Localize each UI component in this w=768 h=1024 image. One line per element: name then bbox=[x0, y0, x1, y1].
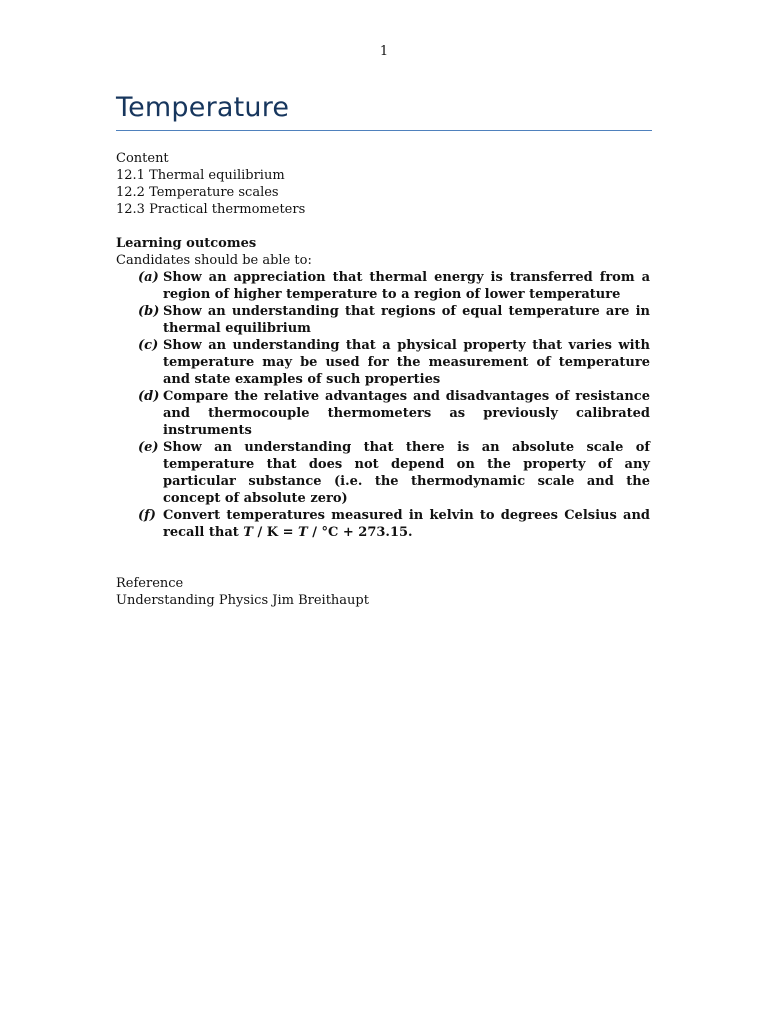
content-item-3: 12.3 Practical thermometers bbox=[116, 202, 306, 217]
list-marker: (f) bbox=[138, 508, 156, 523]
formula-end: / °C + 273.15. bbox=[307, 525, 413, 540]
spacer bbox=[116, 218, 652, 235]
list-item-text: Show an understanding that there is an absolute scale of temperature that does not depend on the property of any particular substance (i.e. the thermodynamic scale and the concept of absolute zero) bbox=[163, 440, 650, 506]
list-item bbox=[116, 439, 652, 507]
learning-outcomes-intro: Candidates should be able to: bbox=[116, 253, 312, 268]
list-item bbox=[116, 337, 652, 388]
temperature-symbol-celsius: T bbox=[298, 525, 308, 540]
list-marker: (b) bbox=[138, 304, 160, 319]
content-heading: Content bbox=[116, 151, 169, 166]
learning-outcomes-list bbox=[116, 269, 652, 541]
list-item bbox=[116, 303, 652, 337]
list-item-text: Show an understanding that regions of equal temperature are in thermal equilibrium bbox=[163, 304, 650, 336]
content-section bbox=[116, 150, 652, 218]
list-item bbox=[116, 388, 652, 439]
formula-middle: / K = bbox=[252, 525, 299, 540]
text-before-formula: Convert temperatures measured in kelvin to degrees Celsius and recall that bbox=[163, 508, 650, 540]
document-body bbox=[116, 150, 652, 609]
page-title: Temperature bbox=[116, 92, 290, 123]
learning-outcomes-section bbox=[116, 235, 652, 541]
list-item-text: Show an understanding that a physical property that varies with temperature may be used for the measurement of temperature and state examples of such properties bbox=[163, 338, 650, 387]
reference-heading: Reference bbox=[116, 576, 184, 591]
content-item-2: 12.2 Temperature scales bbox=[116, 185, 279, 200]
list-marker: (d) bbox=[138, 389, 160, 404]
list-item-text bbox=[163, 508, 650, 540]
list-marker: (e) bbox=[138, 440, 159, 455]
list-item-text: Show an appreciation that thermal energy is transferred from a region of higher temperature to a region of lower temperature bbox=[163, 270, 650, 302]
page-number: 1 bbox=[379, 44, 389, 59]
reference-section bbox=[116, 575, 652, 609]
list-marker: (a) bbox=[138, 270, 159, 285]
title-underline bbox=[116, 130, 652, 131]
list-item bbox=[116, 269, 652, 303]
learning-outcomes-heading: Learning outcomes bbox=[116, 236, 257, 251]
list-item bbox=[116, 507, 652, 541]
reference-text: Understanding Physics Jim Breithaupt bbox=[116, 593, 369, 608]
list-item-text: Compare the relative advantages and disadvantages of resistance and thermocouple thermometers as previously calibrated instruments bbox=[163, 389, 650, 438]
spacer bbox=[116, 541, 652, 575]
temperature-symbol-kelvin: T bbox=[243, 525, 253, 540]
list-marker: (c) bbox=[138, 338, 159, 353]
content-item-1: 12.1 Thermal equilibrium bbox=[116, 168, 285, 183]
